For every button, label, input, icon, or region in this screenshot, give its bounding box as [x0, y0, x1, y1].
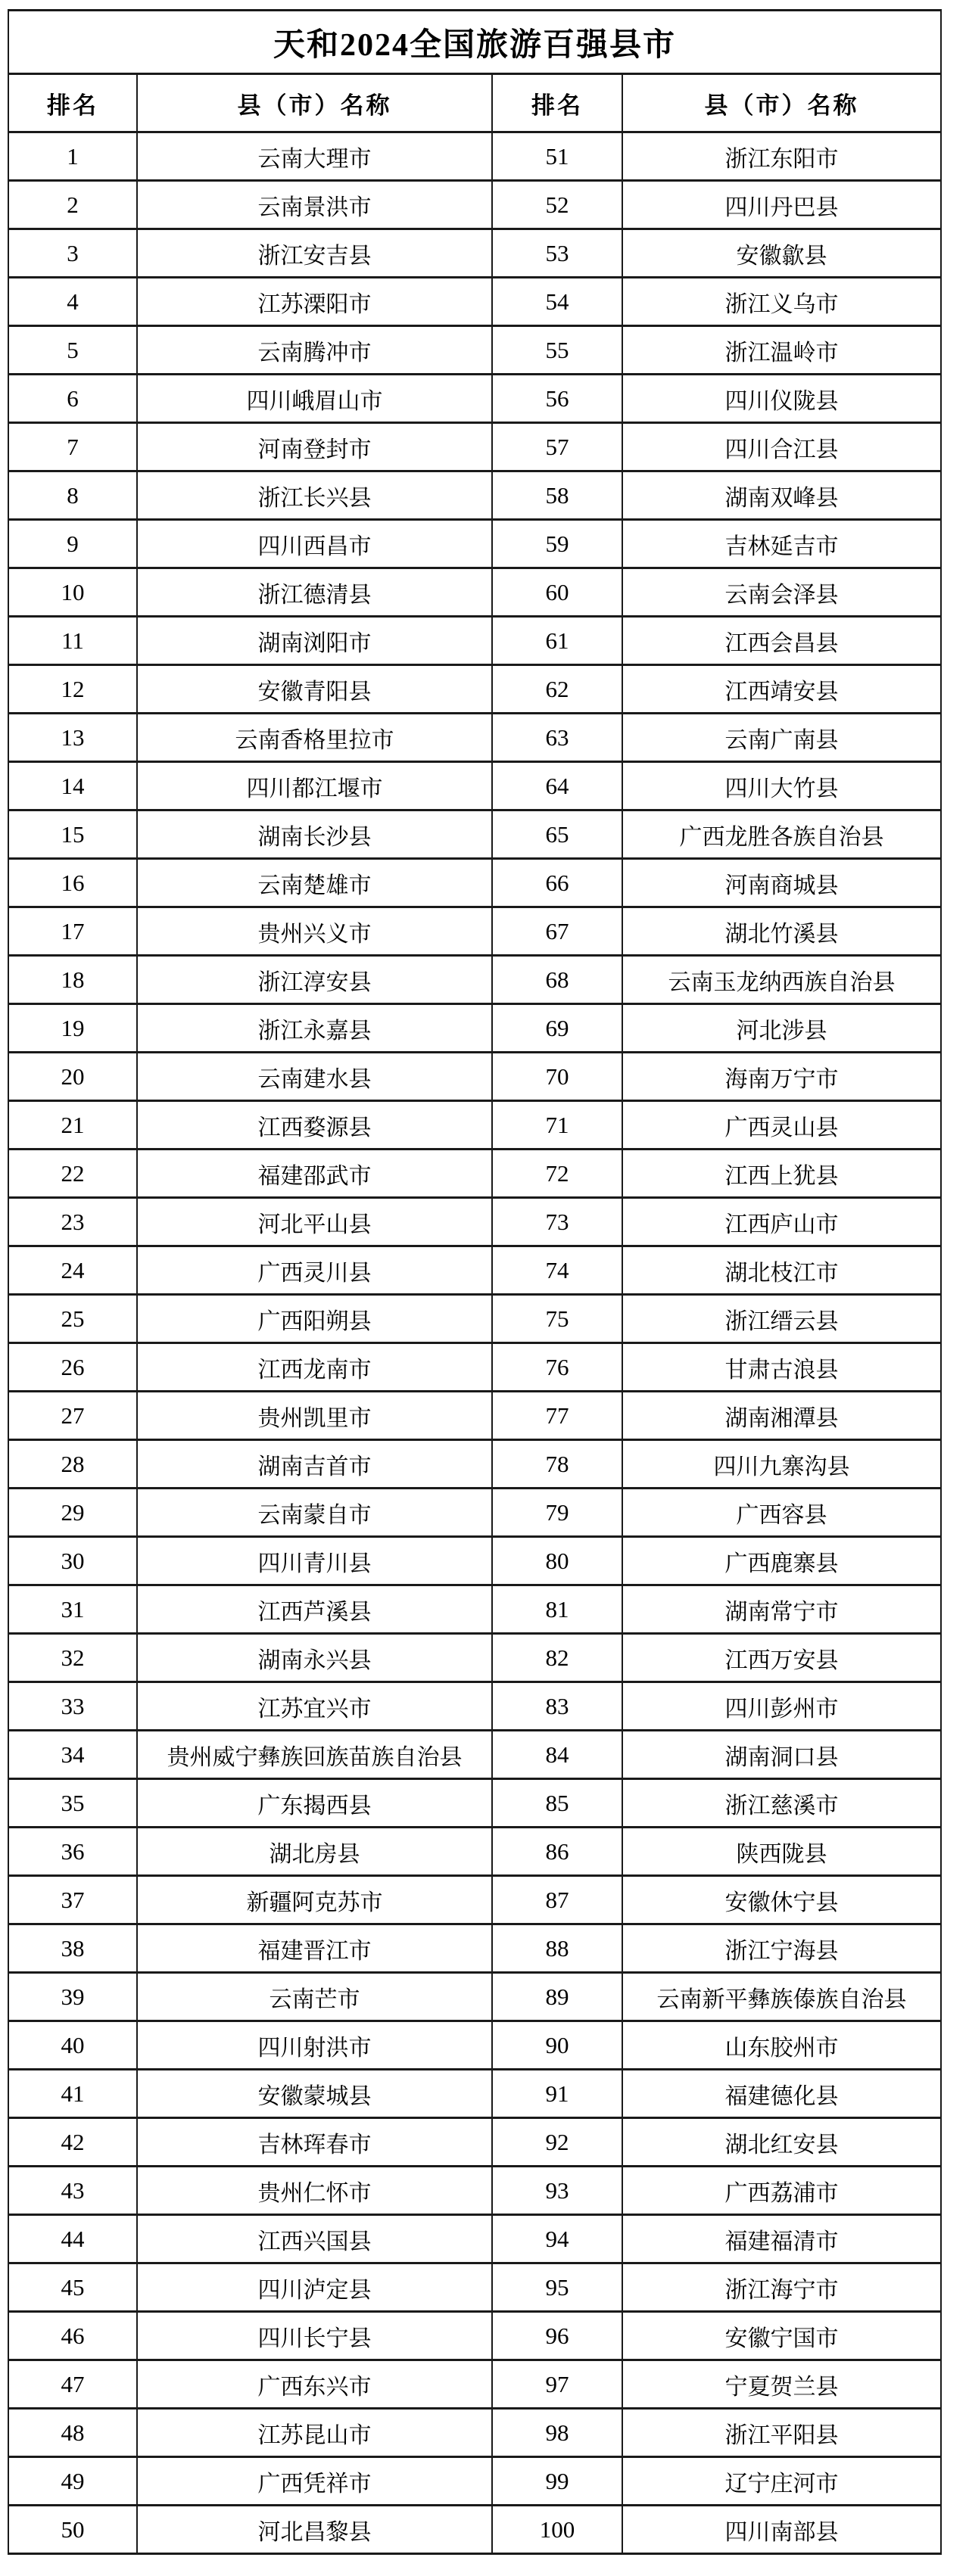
rank-cell-left: 43	[8, 2167, 137, 2215]
name-cell-right: 江西会昌县	[622, 617, 941, 665]
table-row	[8, 1004, 941, 1053]
rank-cell-right: 74	[492, 1246, 622, 1295]
table-row	[8, 1537, 941, 1585]
name-cell-right: 云南新平彝族傣族自治县	[622, 1973, 941, 2021]
rank-cell-left: 50	[8, 2506, 137, 2554]
table-row	[8, 1876, 941, 1924]
rank-cell-left: 30	[8, 1537, 137, 1585]
rank-cell-right: 80	[492, 1537, 622, 1585]
name-cell-right: 江西庐山市	[622, 1198, 941, 1246]
rank-cell-right: 95	[492, 2263, 622, 2312]
rank-cell-left: 47	[8, 2360, 137, 2409]
table-row	[8, 1634, 941, 1682]
name-cell-left: 四川泸定县	[137, 2263, 492, 2312]
name-cell-right: 广西龙胜各族自治县	[622, 810, 941, 859]
header-name-left: 县（市）名称	[137, 74, 492, 132]
name-cell-left: 湖北房县	[137, 1828, 492, 1876]
name-cell-left: 广西东兴市	[137, 2360, 492, 2409]
name-cell-left: 四川长宁县	[137, 2312, 492, 2360]
rank-cell-left: 34	[8, 1731, 137, 1779]
rank-cell-left: 33	[8, 1682, 137, 1731]
name-cell-right: 浙江缙云县	[622, 1295, 941, 1343]
table-row	[8, 568, 941, 617]
name-cell-right: 吉林延吉市	[622, 520, 941, 568]
name-cell-right: 湖南常宁市	[622, 1585, 941, 1634]
rank-cell-right: 78	[492, 1440, 622, 1489]
name-cell-left: 江西龙南市	[137, 1343, 492, 1392]
name-cell-right: 安徽歙县	[622, 229, 941, 278]
rank-cell-right: 83	[492, 1682, 622, 1731]
table-row	[8, 1924, 941, 1973]
name-cell-left: 浙江淳安县	[137, 956, 492, 1004]
name-cell-left: 新疆阿克苏市	[137, 1876, 492, 1924]
rank-cell-left: 48	[8, 2409, 137, 2457]
rank-cell-left: 1	[8, 132, 137, 181]
name-cell-left: 广东揭西县	[137, 1779, 492, 1828]
header-rank-left: 排名	[8, 74, 137, 132]
rank-cell-left: 8	[8, 471, 137, 520]
name-cell-right: 广西灵山县	[622, 1101, 941, 1150]
rank-cell-left: 16	[8, 859, 137, 907]
rank-cell-right: 68	[492, 956, 622, 1004]
table-row	[8, 1246, 941, 1295]
rank-cell-left: 12	[8, 665, 137, 714]
table-row	[8, 2215, 941, 2263]
name-cell-right: 四川南部县	[622, 2506, 941, 2554]
table-row	[8, 1101, 941, 1150]
table-body	[8, 132, 941, 2554]
rank-cell-right: 100	[492, 2506, 622, 2554]
name-cell-right: 浙江宁海县	[622, 1924, 941, 1973]
table-row	[8, 423, 941, 471]
name-cell-right: 广西鹿寨县	[622, 1537, 941, 1585]
name-cell-left: 江西兴国县	[137, 2215, 492, 2263]
rank-cell-left: 11	[8, 617, 137, 665]
name-cell-left: 云南香格里拉市	[137, 714, 492, 762]
name-cell-right: 浙江慈溪市	[622, 1779, 941, 1828]
name-cell-right: 江西上犹县	[622, 1150, 941, 1198]
rank-cell-right: 60	[492, 568, 622, 617]
tourism-top100-table	[8, 9, 942, 2555]
rank-cell-right: 73	[492, 1198, 622, 1246]
name-cell-right: 山东胶州市	[622, 2021, 941, 2070]
table-row	[8, 1392, 941, 1440]
name-cell-left: 湖南长沙县	[137, 810, 492, 859]
rank-cell-left: 15	[8, 810, 137, 859]
name-cell-right: 四川仪陇县	[622, 375, 941, 423]
name-cell-right: 浙江东阳市	[622, 132, 941, 181]
rank-cell-left: 31	[8, 1585, 137, 1634]
name-cell-left: 四川都江堰市	[137, 762, 492, 810]
rank-cell-right: 67	[492, 907, 622, 956]
name-cell-right: 四川大竹县	[622, 762, 941, 810]
name-cell-left: 河北昌黎县	[137, 2506, 492, 2554]
name-cell-right: 福建福清市	[622, 2215, 941, 2263]
rank-cell-left: 37	[8, 1876, 137, 1924]
table-row	[8, 375, 941, 423]
table-row	[8, 2457, 941, 2506]
rank-cell-left: 39	[8, 1973, 137, 2021]
name-cell-right: 湖北枝江市	[622, 1246, 941, 1295]
name-cell-right: 四川彭州市	[622, 1682, 941, 1731]
name-cell-left: 河南登封市	[137, 423, 492, 471]
name-cell-right: 云南玉龙纳西族自治县	[622, 956, 941, 1004]
header-name-right: 县（市）名称	[622, 74, 941, 132]
name-cell-left: 江西芦溪县	[137, 1585, 492, 1634]
rank-cell-left: 19	[8, 1004, 137, 1053]
name-cell-left: 江西婺源县	[137, 1101, 492, 1150]
name-cell-right: 云南广南县	[622, 714, 941, 762]
name-cell-left: 福建晋江市	[137, 1924, 492, 1973]
name-cell-right: 河南商城县	[622, 859, 941, 907]
rank-cell-right: 76	[492, 1343, 622, 1392]
table-row	[8, 181, 941, 229]
page-title: 天和2024全国旅游百强县市	[8, 11, 941, 74]
rank-cell-left: 49	[8, 2457, 137, 2506]
rank-cell-right: 54	[492, 278, 622, 326]
rank-cell-right: 98	[492, 2409, 622, 2457]
name-cell-right: 安徽宁国市	[622, 2312, 941, 2360]
name-cell-right: 浙江义乌市	[622, 278, 941, 326]
name-cell-right: 湖北竹溪县	[622, 907, 941, 956]
table-row	[8, 278, 941, 326]
rank-cell-right: 86	[492, 1828, 622, 1876]
table-row	[8, 1489, 941, 1537]
name-cell-left: 江苏昆山市	[137, 2409, 492, 2457]
name-cell-left: 浙江安吉县	[137, 229, 492, 278]
name-cell-left: 安徽青阳县	[137, 665, 492, 714]
name-cell-right: 浙江温岭市	[622, 326, 941, 375]
table-row	[8, 907, 941, 956]
name-cell-right: 广西荔浦市	[622, 2167, 941, 2215]
rank-cell-left: 44	[8, 2215, 137, 2263]
name-cell-left: 浙江永嘉县	[137, 1004, 492, 1053]
table-row	[8, 1585, 941, 1634]
rank-cell-left: 17	[8, 907, 137, 956]
name-cell-left: 四川射洪市	[137, 2021, 492, 2070]
rank-cell-right: 97	[492, 2360, 622, 2409]
rank-cell-left: 9	[8, 520, 137, 568]
table-row	[8, 471, 941, 520]
rank-cell-right: 59	[492, 520, 622, 568]
rank-cell-left: 18	[8, 956, 137, 1004]
rank-cell-right: 70	[492, 1053, 622, 1101]
table-row	[8, 665, 941, 714]
rank-cell-left: 13	[8, 714, 137, 762]
rank-cell-right: 51	[492, 132, 622, 181]
rank-cell-left: 3	[8, 229, 137, 278]
name-cell-left: 云南腾冲市	[137, 326, 492, 375]
name-cell-left: 广西凭祥市	[137, 2457, 492, 2506]
rank-cell-right: 82	[492, 1634, 622, 1682]
rank-cell-right: 65	[492, 810, 622, 859]
rank-cell-right: 52	[492, 181, 622, 229]
name-cell-right: 湖北红安县	[622, 2118, 941, 2167]
name-cell-left: 云南大理市	[137, 132, 492, 181]
table-row	[8, 1343, 941, 1392]
rank-cell-right: 89	[492, 1973, 622, 2021]
rank-cell-right: 61	[492, 617, 622, 665]
rank-cell-right: 77	[492, 1392, 622, 1440]
rank-cell-right: 55	[492, 326, 622, 375]
rank-cell-right: 91	[492, 2070, 622, 2118]
table-row	[8, 1150, 941, 1198]
name-cell-right: 辽宁庄河市	[622, 2457, 941, 2506]
rank-cell-right: 64	[492, 762, 622, 810]
name-cell-left: 吉林珲春市	[137, 2118, 492, 2167]
rank-cell-left: 6	[8, 375, 137, 423]
rank-cell-left: 26	[8, 1343, 137, 1392]
rank-cell-right: 85	[492, 1779, 622, 1828]
rank-cell-right: 87	[492, 1876, 622, 1924]
name-cell-left: 四川西昌市	[137, 520, 492, 568]
name-cell-left: 四川青川县	[137, 1537, 492, 1585]
name-cell-left: 江苏宜兴市	[137, 1682, 492, 1731]
rank-cell-right: 94	[492, 2215, 622, 2263]
rank-cell-right: 57	[492, 423, 622, 471]
name-cell-left: 四川峨眉山市	[137, 375, 492, 423]
rank-cell-right: 93	[492, 2167, 622, 2215]
table-row	[8, 2070, 941, 2118]
name-cell-left: 云南蒙自市	[137, 1489, 492, 1537]
rank-cell-right: 90	[492, 2021, 622, 2070]
table-row	[8, 1295, 941, 1343]
name-cell-right: 安徽休宁县	[622, 1876, 941, 1924]
table-row	[8, 714, 941, 762]
rank-cell-right: 99	[492, 2457, 622, 2506]
name-cell-right: 河北涉县	[622, 1004, 941, 1053]
table-row	[8, 2506, 941, 2554]
table-row	[8, 2167, 941, 2215]
title-row	[8, 11, 941, 74]
header-row	[8, 74, 941, 132]
name-cell-left: 浙江长兴县	[137, 471, 492, 520]
name-cell-left: 湖南浏阳市	[137, 617, 492, 665]
rank-cell-right: 71	[492, 1101, 622, 1150]
name-cell-right: 宁夏贺兰县	[622, 2360, 941, 2409]
name-cell-right: 湖南洞口县	[622, 1731, 941, 1779]
table-row	[8, 2263, 941, 2312]
rank-cell-left: 29	[8, 1489, 137, 1537]
rank-cell-left: 25	[8, 1295, 137, 1343]
name-cell-left: 湖南永兴县	[137, 1634, 492, 1682]
name-cell-right: 四川九寨沟县	[622, 1440, 941, 1489]
name-cell-right: 浙江平阳县	[622, 2409, 941, 2457]
rank-cell-right: 81	[492, 1585, 622, 1634]
rank-cell-right: 84	[492, 1731, 622, 1779]
rank-cell-left: 42	[8, 2118, 137, 2167]
rank-cell-left: 36	[8, 1828, 137, 1876]
rank-cell-right: 75	[492, 1295, 622, 1343]
rank-cell-left: 21	[8, 1101, 137, 1150]
table-row	[8, 2409, 941, 2457]
rank-cell-right: 56	[492, 375, 622, 423]
rank-cell-left: 32	[8, 1634, 137, 1682]
table-row	[8, 520, 941, 568]
name-cell-right: 江西靖安县	[622, 665, 941, 714]
rank-cell-left: 35	[8, 1779, 137, 1828]
name-cell-right: 甘肃古浪县	[622, 1343, 941, 1392]
name-cell-right: 云南会泽县	[622, 568, 941, 617]
rank-cell-left: 45	[8, 2263, 137, 2312]
name-cell-right: 湖南双峰县	[622, 471, 941, 520]
rank-cell-left: 2	[8, 181, 137, 229]
name-cell-left: 福建邵武市	[137, 1150, 492, 1198]
rank-cell-right: 92	[492, 2118, 622, 2167]
table-row	[8, 1053, 941, 1101]
rank-cell-right: 62	[492, 665, 622, 714]
name-cell-left: 浙江德清县	[137, 568, 492, 617]
name-cell-right: 浙江海宁市	[622, 2263, 941, 2312]
rank-cell-left: 14	[8, 762, 137, 810]
rank-cell-left: 4	[8, 278, 137, 326]
name-cell-left: 贵州凯里市	[137, 1392, 492, 1440]
table-row	[8, 2118, 941, 2167]
rank-cell-left: 20	[8, 1053, 137, 1101]
rank-cell-left: 46	[8, 2312, 137, 2360]
rank-cell-left: 7	[8, 423, 137, 471]
name-cell-right: 湖南湘潭县	[622, 1392, 941, 1440]
name-cell-left: 云南楚雄市	[137, 859, 492, 907]
name-cell-right: 福建德化县	[622, 2070, 941, 2118]
name-cell-left: 贵州仁怀市	[137, 2167, 492, 2215]
name-cell-left: 贵州威宁彝族回族苗族自治县	[137, 1731, 492, 1779]
name-cell-right: 四川丹巴县	[622, 181, 941, 229]
table-row	[8, 859, 941, 907]
table-row	[8, 229, 941, 278]
table-row	[8, 2312, 941, 2360]
table-row	[8, 1198, 941, 1246]
name-cell-left: 河北平山县	[137, 1198, 492, 1246]
name-cell-left: 湖南吉首市	[137, 1440, 492, 1489]
table-row	[8, 2021, 941, 2070]
rank-cell-left: 27	[8, 1392, 137, 1440]
rank-cell-right: 72	[492, 1150, 622, 1198]
rank-cell-left: 5	[8, 326, 137, 375]
name-cell-right: 广西容县	[622, 1489, 941, 1537]
name-cell-right: 江西万安县	[622, 1634, 941, 1682]
header-rank-right: 排名	[492, 74, 622, 132]
rank-cell-left: 41	[8, 2070, 137, 2118]
table-row	[8, 1828, 941, 1876]
table-row	[8, 810, 941, 859]
table-row	[8, 1731, 941, 1779]
name-cell-right: 海南万宁市	[622, 1053, 941, 1101]
rank-cell-right: 58	[492, 471, 622, 520]
table-row	[8, 762, 941, 810]
rank-cell-right: 63	[492, 714, 622, 762]
name-cell-right: 陕西陇县	[622, 1828, 941, 1876]
rank-cell-left: 23	[8, 1198, 137, 1246]
table-row	[8, 2360, 941, 2409]
table-row	[8, 956, 941, 1004]
rank-cell-left: 40	[8, 2021, 137, 2070]
table-row	[8, 132, 941, 181]
name-cell-right: 四川合江县	[622, 423, 941, 471]
table-row	[8, 1682, 941, 1731]
table-row	[8, 1973, 941, 2021]
rank-cell-left: 38	[8, 1924, 137, 1973]
rank-cell-left: 24	[8, 1246, 137, 1295]
name-cell-left: 云南芒市	[137, 1973, 492, 2021]
name-cell-left: 广西阳朔县	[137, 1295, 492, 1343]
rank-cell-right: 53	[492, 229, 622, 278]
name-cell-left: 江苏溧阳市	[137, 278, 492, 326]
table-row	[8, 1440, 941, 1489]
name-cell-left: 贵州兴义市	[137, 907, 492, 956]
table-row	[8, 1779, 941, 1828]
rank-cell-right: 69	[492, 1004, 622, 1053]
rank-cell-left: 22	[8, 1150, 137, 1198]
rank-cell-right: 96	[492, 2312, 622, 2360]
rank-cell-left: 10	[8, 568, 137, 617]
name-cell-left: 云南建水县	[137, 1053, 492, 1101]
rank-cell-right: 88	[492, 1924, 622, 1973]
rank-cell-left: 28	[8, 1440, 137, 1489]
name-cell-left: 广西灵川县	[137, 1246, 492, 1295]
rank-cell-right: 79	[492, 1489, 622, 1537]
name-cell-left: 云南景洪市	[137, 181, 492, 229]
table-row	[8, 617, 941, 665]
name-cell-left: 安徽蒙城县	[137, 2070, 492, 2118]
rank-cell-right: 66	[492, 859, 622, 907]
table-row	[8, 326, 941, 375]
